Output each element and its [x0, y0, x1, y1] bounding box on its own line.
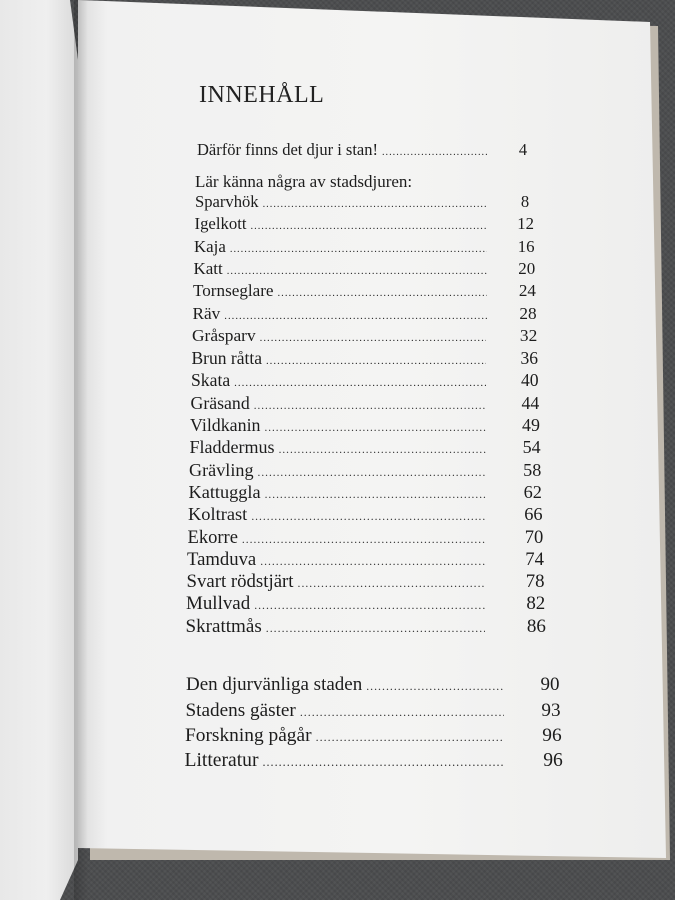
- dot-leader: [251, 221, 487, 232]
- toc-entry: [187, 548, 544, 571]
- dot-leader: [279, 444, 486, 456]
- toc-entry-page: 86: [526, 615, 546, 637]
- toc-entry-page: 36: [520, 348, 538, 369]
- dot-leader: [366, 680, 504, 694]
- dot-leader: [266, 355, 486, 367]
- toc-entry: [185, 700, 561, 722]
- toc-entry: [189, 437, 541, 458]
- toc-entry-label: Mullvad: [186, 593, 251, 615]
- toc-entry-page: 44: [521, 392, 540, 413]
- toc-entry-label: Kaja: [194, 236, 226, 256]
- toc-entry-label: Skrattmås: [185, 615, 262, 637]
- toc-entry-page: 32: [519, 325, 538, 345]
- toc-entry-label: Grävling: [189, 459, 254, 480]
- toc-entry-page: 62: [523, 481, 542, 502]
- toc-entry-label: Kattuggla: [188, 481, 261, 502]
- dot-leader: [382, 147, 489, 158]
- toc-entry-label: Vildkanin: [190, 415, 261, 435]
- toc-entry: [192, 303, 537, 324]
- dot-leader: [254, 599, 485, 612]
- toc-entry: [191, 370, 539, 391]
- toc-entry-page: 66: [524, 504, 543, 525]
- dot-leader: [260, 555, 485, 568]
- dot-leader: [242, 534, 486, 546]
- toc-entry-label: Brun råtta: [191, 348, 262, 369]
- toc-entry: [184, 750, 563, 772]
- toc-entry-page: 74: [525, 548, 544, 570]
- book-gutter-shadow: [74, 0, 88, 900]
- toc-entry-label: Ekorre: [187, 526, 238, 548]
- toc-entry-page: 20: [518, 258, 536, 278]
- dot-leader: [234, 377, 486, 389]
- toc-entry-page: 49: [522, 415, 540, 435]
- toc-entry-page: 90: [540, 674, 560, 695]
- toc-entry-label: Den djurvänliga staden: [186, 674, 363, 695]
- toc-entry: [186, 674, 560, 696]
- dot-leader: [263, 199, 487, 210]
- toc-entry: [186, 593, 546, 615]
- dot-leader: [262, 755, 502, 770]
- dot-leader: [258, 467, 486, 479]
- toc-entry: [185, 725, 562, 747]
- toc-entry-page: 12: [517, 214, 534, 234]
- dot-leader: [227, 266, 487, 277]
- dot-leader: [254, 400, 486, 412]
- toc-entry-label: Tamduva: [187, 548, 257, 570]
- dot-leader: [264, 422, 486, 434]
- toc-entry-page: 96: [543, 750, 563, 771]
- toc-entry: [194, 236, 535, 257]
- toc-entry-page: 82: [526, 593, 546, 615]
- toc-entry-label: Igelkott: [194, 214, 247, 234]
- dot-leader: [278, 288, 487, 299]
- toc-entry-page: 4: [518, 140, 528, 159]
- toc-entry-label: Sparvhök: [195, 192, 259, 211]
- toc-entry-page: 8: [520, 192, 530, 211]
- toc-entry-page: 96: [542, 725, 562, 746]
- toc-entry-label: Stadens gäster: [185, 700, 296, 721]
- dot-leader: [265, 489, 486, 501]
- toc-entry-page: 58: [523, 459, 542, 480]
- toc-entry-page: 40: [520, 370, 539, 391]
- toc-entry-page: 28: [519, 303, 537, 323]
- toc-entry: [194, 214, 534, 234]
- dot-leader: [230, 244, 487, 255]
- toc-entry-label: Katt: [193, 258, 223, 278]
- toc-entry: [185, 615, 546, 638]
- toc-title: INNEHÅLL: [199, 82, 325, 108]
- dot-leader: [260, 332, 487, 344]
- toc-entry-page: 54: [522, 437, 541, 458]
- toc-entry: [193, 258, 536, 279]
- toc-entry: [187, 526, 544, 549]
- toc-entry-label: Gräsand: [190, 392, 250, 413]
- toc-entry: [188, 481, 542, 503]
- toc-entry: [190, 415, 540, 436]
- section-heading: Lär känna några av stadsdjuren:: [195, 172, 413, 191]
- toc-entry: [192, 325, 538, 346]
- toc-entry-page: 16: [517, 236, 535, 256]
- dot-leader: [224, 310, 486, 322]
- dot-leader: [266, 621, 485, 636]
- toc-entry: [195, 192, 530, 212]
- dot-leader: [316, 730, 503, 745]
- toc-entry-page: 24: [518, 281, 536, 301]
- dot-leader: [300, 705, 504, 720]
- toc-entry-page: 78: [525, 571, 545, 593]
- toc-entry: [193, 281, 536, 301]
- left-facing-page: [0, 0, 78, 900]
- toc-entry-page: 93: [541, 700, 561, 721]
- toc-entry-intro: [197, 140, 528, 160]
- toc-entry-label: Tornseglare: [193, 281, 274, 301]
- toc-entry: [188, 504, 543, 525]
- toc-entry: [190, 392, 540, 414]
- toc-entry-label: Svart rödstjärt: [186, 571, 294, 593]
- toc-entry: [189, 459, 542, 481]
- toc-entry-label: Räv: [192, 303, 221, 323]
- toc-entry-label: Koltrast: [188, 504, 248, 525]
- toc-entry-label: Skata: [191, 370, 231, 391]
- toc-entry: [186, 571, 545, 593]
- toc-entry-label: Litteratur: [184, 750, 259, 771]
- toc-entry: [191, 348, 538, 369]
- dot-leader: [298, 577, 486, 590]
- toc-entry-label: Forskning pågår: [185, 725, 312, 746]
- toc-entry-label: Gråsparv: [192, 325, 256, 345]
- dot-leader: [251, 511, 485, 523]
- toc-entry-label: Fladdermus: [189, 437, 275, 458]
- toc-entry-page: 70: [524, 526, 544, 548]
- toc-entry-label: Därför finns det djur i stan!: [197, 140, 378, 159]
